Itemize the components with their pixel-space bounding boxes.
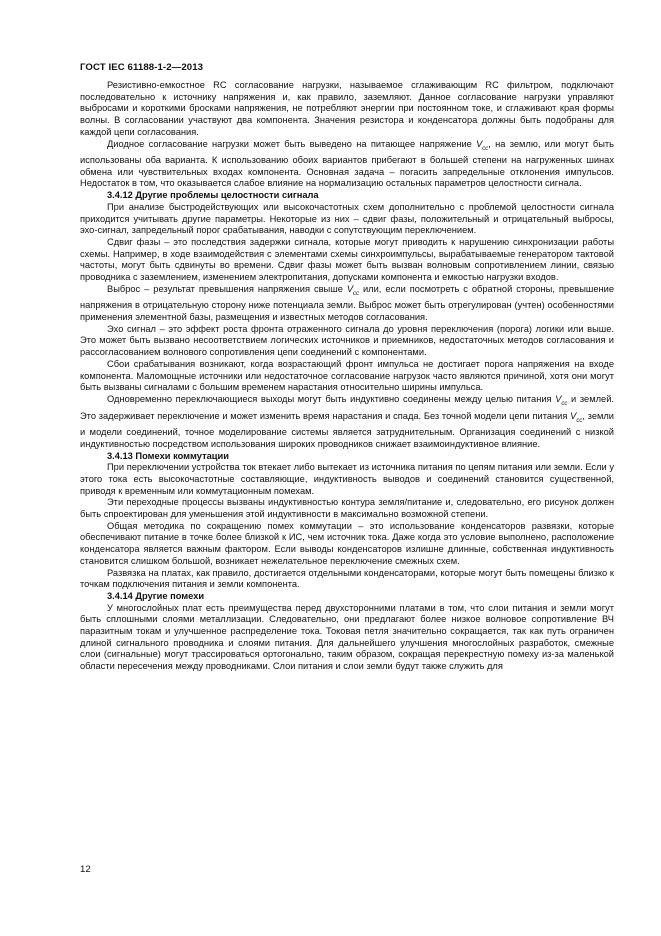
paragraph-simultaneous-switching	[80, 394, 614, 451]
paragraph-text: Выброс – результат превышения напряжения свыше	[107, 283, 347, 294]
paragraph-transients: Эти переходные процессы вызваны индуктивностью контура земля/питание и, следовательно, его рисунок должен быть спроектирован для уменьшения этой индуктивности в максимально возможной степени.	[80, 497, 614, 520]
paragraph-phase-shift: Сдвиг фазы – это последствия задержки сигнала, которые могут приводить к нарушению синхронизации работы схемы. Например, в ходе взаимодействия с элементами схемы синхроимпульсы, вырабатываемые генератором тактовой частоты, могут быть сдвинуты во времени. Сдвиг фазы может быть вызван волновым сопротивлением линии, связью проводника с заземлением, изменением электропитания, допусками компонента и емкостью нагрузки входов.	[80, 237, 614, 283]
paragraph-text: и землей. Это задерживает переключение и может изменить время нарастания и спада. Без точной модели цепи питания	[80, 394, 614, 421]
paragraph-text: Одновременно переключающиеся выходы могут быть индуктивно соединены между целью питания	[107, 394, 556, 404]
paragraph-text: Диодное согласование нагрузки может быть выведено на питающее напряжение	[107, 138, 477, 149]
paragraph-rc-termination: Резистивно-емкостное RC согласование нагрузки, называемое сглаживающим RC фильтром, подключают последовательно к источнику напряжения и, как правило, заземляют. Данное согласование нагрузки управляют выбросами и короткими бросками напряжения, не потребляют энергии при постоянном токе, и сглаживают края формы волны. В согласовании участвуют два компонента. Значения резистора и конденсатора должны быть подобраны для каждой цепи согласования.	[80, 80, 614, 137]
paragraph-decoupling-method: Общая методика по сокращению помех коммутации – это использование конденсаторов развязки, которые обеспечивают питание в точке более близкой к ИС, чем источник тока. Даже когда это условие выполнено, расположение конденсатора является важным фактором. Если выводы конденсаторов излишне длинные, собственная индуктивность становится слишком большой, возникает нежелательное переключение смежных схем.	[80, 520, 614, 566]
vcc-v: V	[476, 138, 483, 149]
vcc-subscript: cc	[561, 400, 568, 407]
paragraph-echo-signal: Эхо сигнал – это эффект роста фронта отраженного сигнала до уровня переключения (порога) логики или выше. Это может быть вызвано несоответствием логических источников и приемников, недостаточных методов согласования и рассогласованием волнового сопротивления цепи соединений с компонентами.	[80, 323, 614, 358]
vcc-symbol	[346, 283, 360, 297]
paragraph-text: , земли и модели соединений, точное моделирование системы является затруднительным. Организация соединений с низкой индуктивностью посредством использования широких проводников снижает взаимоиндуктивное влияние.	[80, 410, 615, 449]
paragraph-other-parameters: При анализе быстродействующих или высокочастотных схем дополнительно с проблемой целостности сигнала приходится учитывать другие параметры. Некоторые из них – сдвиг фазы, положительный и отрицательный выбросы, эхо-сигнал, запредельный порог срабатывания, наводки с сопутствующим переключением.	[80, 201, 614, 236]
paragraph-overshoot	[80, 284, 614, 324]
paragraph-switching-current: При переключении устройства ток втекает либо вытекает из источника питания по цепям питания или земли. Если у этого тока есть высокочастотные составляющие, индуктивность выводов и соединений становится существенной, приводя к временным или коммутационным помехам.	[80, 462, 614, 496]
paragraph-text: , на землю, или могут быть использованы оба варианта. К использованию обоих вариантов прибегают в большей степени на нагруженных шинах обмена или чувствительных входах компонента. Основная задача – погасить запредельные отклонения импульсов. Недостаток в том, что оказывается слабое влияние на нормализацию остальных параметров целостности сигнала.	[80, 138, 614, 189]
section-heading-3-4-14: 3.4.14 Другие помехи	[107, 590, 205, 601]
paragraph-text: или, если посмотреть с обратной стороны, превышение напряжения в отрицательную сторону ниже потенциала земли. Выброс может быть отрегулирован (учтен) особенностями применения элементной базы, размещения и известных методов согласования.	[80, 283, 615, 323]
vcc-v: V	[570, 410, 577, 421]
vcc-v: V	[555, 394, 562, 404]
document-header	[80, 62, 203, 73]
vcc-symbol	[476, 138, 489, 152]
vcc-subscript: cc	[482, 145, 489, 152]
vcc-subscript: cc	[353, 290, 360, 297]
paragraph-board-decoupling: Развязка на платах, как правило, достигается отдельными конденсаторами, которые могут быть помещены близко к точкам подключения питания и земли компонента.	[80, 567, 614, 590]
vcc-symbol	[570, 410, 583, 424]
paragraph-multilayer-boards: У многослойных плат есть преимущества перед двухсторонними платами в том, что слои питания и земли могут быть сплошными слоями металлизации. Следовательно, они предлагают более низкое волновое сопротивление ВЧ паразитным токам и улучшенное распределение тока. Токовая петля значительно сокращается, так как путь ограничен длиной сигнального проводника и слоями питания. Для дальнейшего улучшения многослойных разработок, смежные слои (сигнальные) могут трассироваться ортогонально, таким образом, сокращая перекрестную помеху из-за маленькой области пересечения между проводниками. Слои питания и слои земли будут также служить для	[80, 602, 614, 672]
paragraph-trigger-failure: Сбои срабатывания возникают, когда возрастающий фронт импульса не достигает порога напряжения на входе компонента. Маломощные источники или недостаточное согласование нагрузок часто являются причиной, хотя они могут быть вызваны сигналами с большим временем нарастания относительно ширины импульса.	[80, 358, 614, 393]
vcc-symbol	[555, 394, 568, 407]
standard-title: ГОСТ IEC 61188-1-2—2013	[80, 62, 204, 73]
paragraph-diode-termination	[80, 139, 614, 191]
page-number: 12	[80, 864, 91, 875]
section-heading-3-4-13: 3.4.13 Помехи коммутации	[107, 450, 229, 461]
vcc-v: V	[346, 283, 354, 294]
vcc-subscript: cc	[576, 417, 583, 424]
section-heading-3-4-12: 3.4.12 Другие проблемы целостности сигнала	[107, 190, 319, 201]
document-body	[80, 80, 614, 673]
